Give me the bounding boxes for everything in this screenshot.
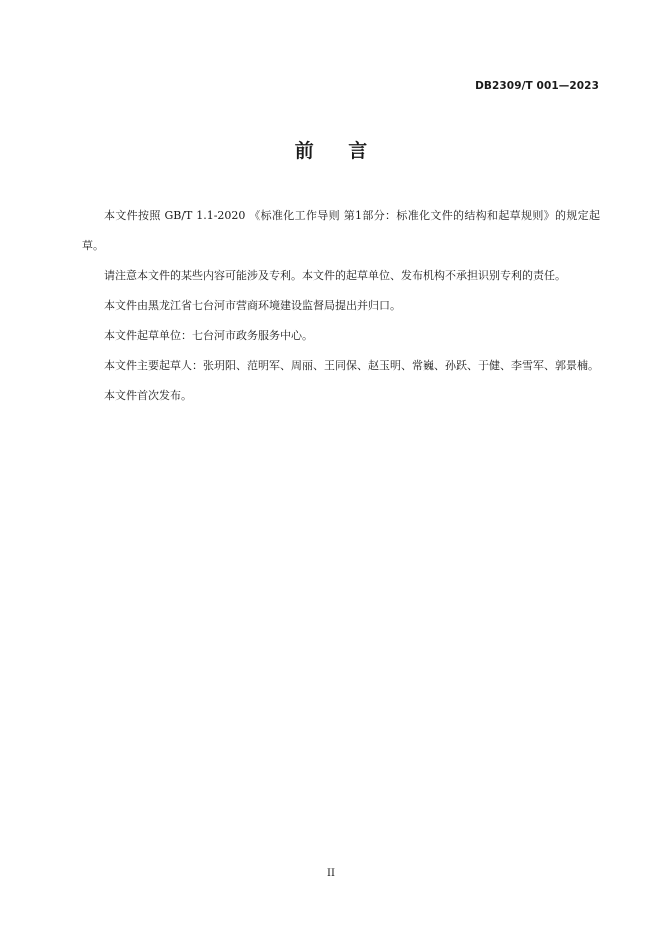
page-title: 前 言 bbox=[294, 140, 382, 162]
page-number: II bbox=[327, 868, 335, 879]
document-code: DB2309/T 001—2023 bbox=[475, 80, 599, 92]
paragraph-drafters: 本文件主要起草人：张玥阳、范明军、周丽、王同保、赵玉明、常巍、孙跃、于健、李雪军、郭景楠。 bbox=[104, 359, 599, 372]
paragraph-drafting-rules: 本文件按照 GB/T 1.1-2020 《标准化工作导则 第1部分：标准化文件的结构和起草规则》的规定起草。 bbox=[82, 209, 600, 252]
paragraph-drafting-unit: 本文件起草单位：七台河市政务服务中心。 bbox=[104, 329, 313, 342]
paragraph-proposer: 本文件由黑龙江省七台河市营商环境建设监督局提出并归口。 bbox=[104, 299, 401, 312]
paragraph-patent-notice: 请注意本文件的某些内容可能涉及专利。本文件的起草单位、发布机构不承担识别专利的责任。 bbox=[104, 269, 566, 282]
paragraph-first-release: 本文件首次发布。 bbox=[104, 389, 192, 402]
foreword-body bbox=[82, 201, 600, 411]
